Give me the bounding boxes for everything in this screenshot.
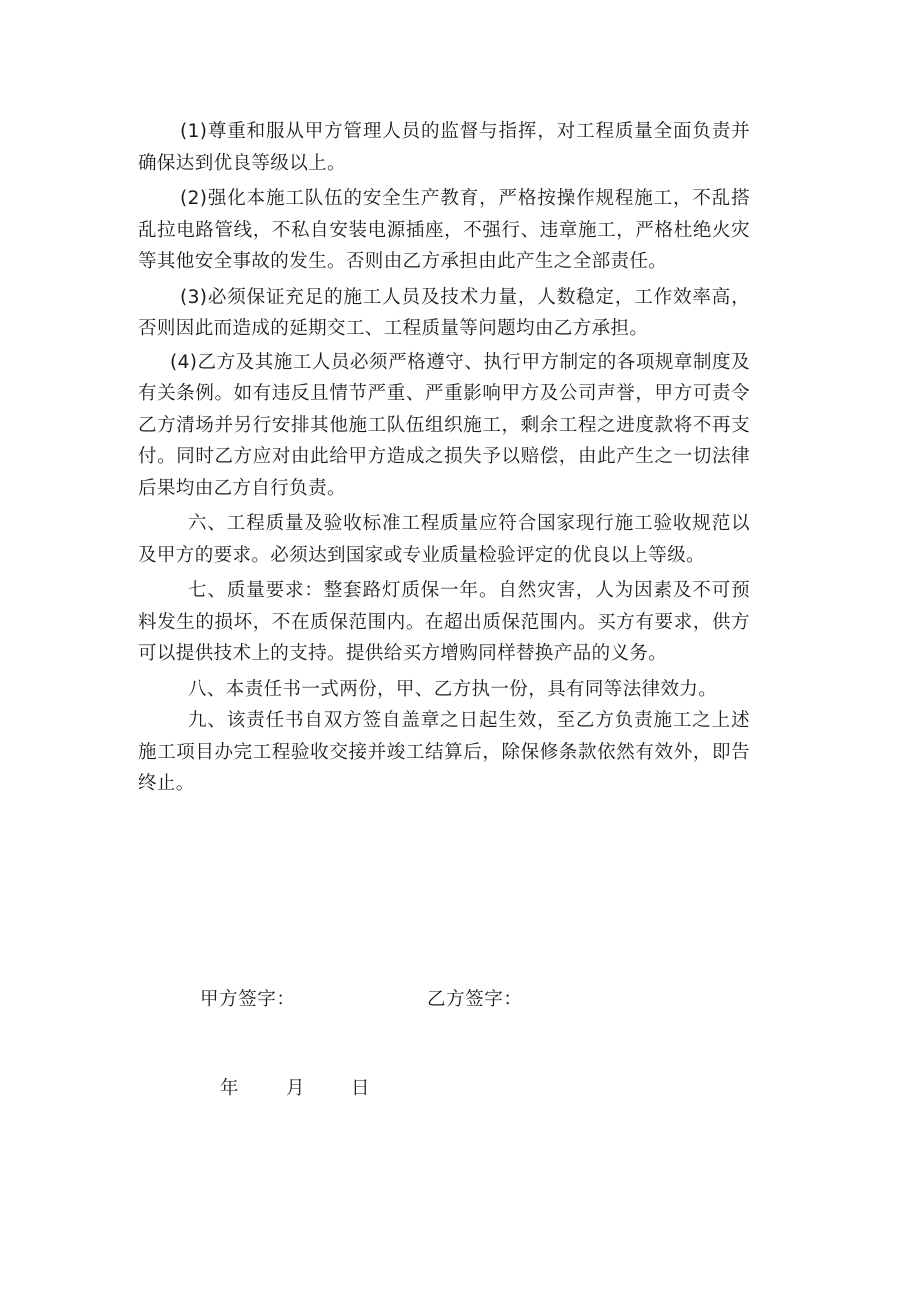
clause-1: (1)尊重和服从甲方管理人员的监督与指挥，对工程质量全面负责并确保达到优良等级以上。 — [138, 121, 750, 174]
section-8-copies: 八、本责任书一式两份，甲、乙方执一份，具有同等法律效力。 — [188, 678, 718, 700]
document-body — [138, 116, 750, 800]
section-9-effective-term: 九、该责任书自双方签自盖章之日起生效，至乙方负责施工之上述施工项目办完工程验收交接并竣工结算后，除保修条款依然有效外，即告终止。 — [138, 710, 750, 794]
date-month-label: 月 — [286, 1078, 305, 1099]
clause-3: (3)必须保证充足的施工人员及技术力量，人数稳定，工作效率高，否则因此而造成的延期交工、工程质量等问题均由乙方承担。 — [138, 286, 750, 339]
party-b-signature-label: 乙方签字： — [427, 989, 523, 1010]
date-year-label: 年 — [220, 1078, 239, 1099]
party-a-signature-label: 甲方签字： — [200, 989, 296, 1010]
clause-4: (4)乙方及其施工人员必须严格遵守、执行甲方制定的各项规章制度及有关条例。如有违反且情节严重、严重影响甲方及公司声誉，甲方可责令乙方清场并另行安排其他施工队伍组织施工，剩余工程之进度款将不再支付。同时乙方应对由此给甲方造成之损失予以赔偿，由此产生之一切法律后果均由乙方自行负责。 — [138, 351, 750, 499]
date-day-label: 日 — [351, 1078, 370, 1099]
section-7-quality-requirements: 七、质量要求：整套路灯质保一年。自然灾害，人为因素及不可预料发生的损坏，不在质保范围内。在超出质保范围内。买方有要求，供方可以提供技术上的支持。提供给买方增购同样替换产品的义务。 — [138, 580, 750, 664]
clause-2: (2)强化本施工队伍的安全生产教育，严格按操作规程施工，不乱搭乱拉电路管线，不私自安装电源插座，不强行、违章施工，严格杜绝火灾等其他安全事故的发生。否则由乙方承担由此产生之全部责任。 — [138, 188, 750, 272]
section-6-quality-acceptance: 六、工程质量及验收标准工程质量应符合国家现行施工验收规范以及甲方的要求。必须达到国家或专业质量检验评定的优良以上等级。 — [138, 513, 750, 566]
